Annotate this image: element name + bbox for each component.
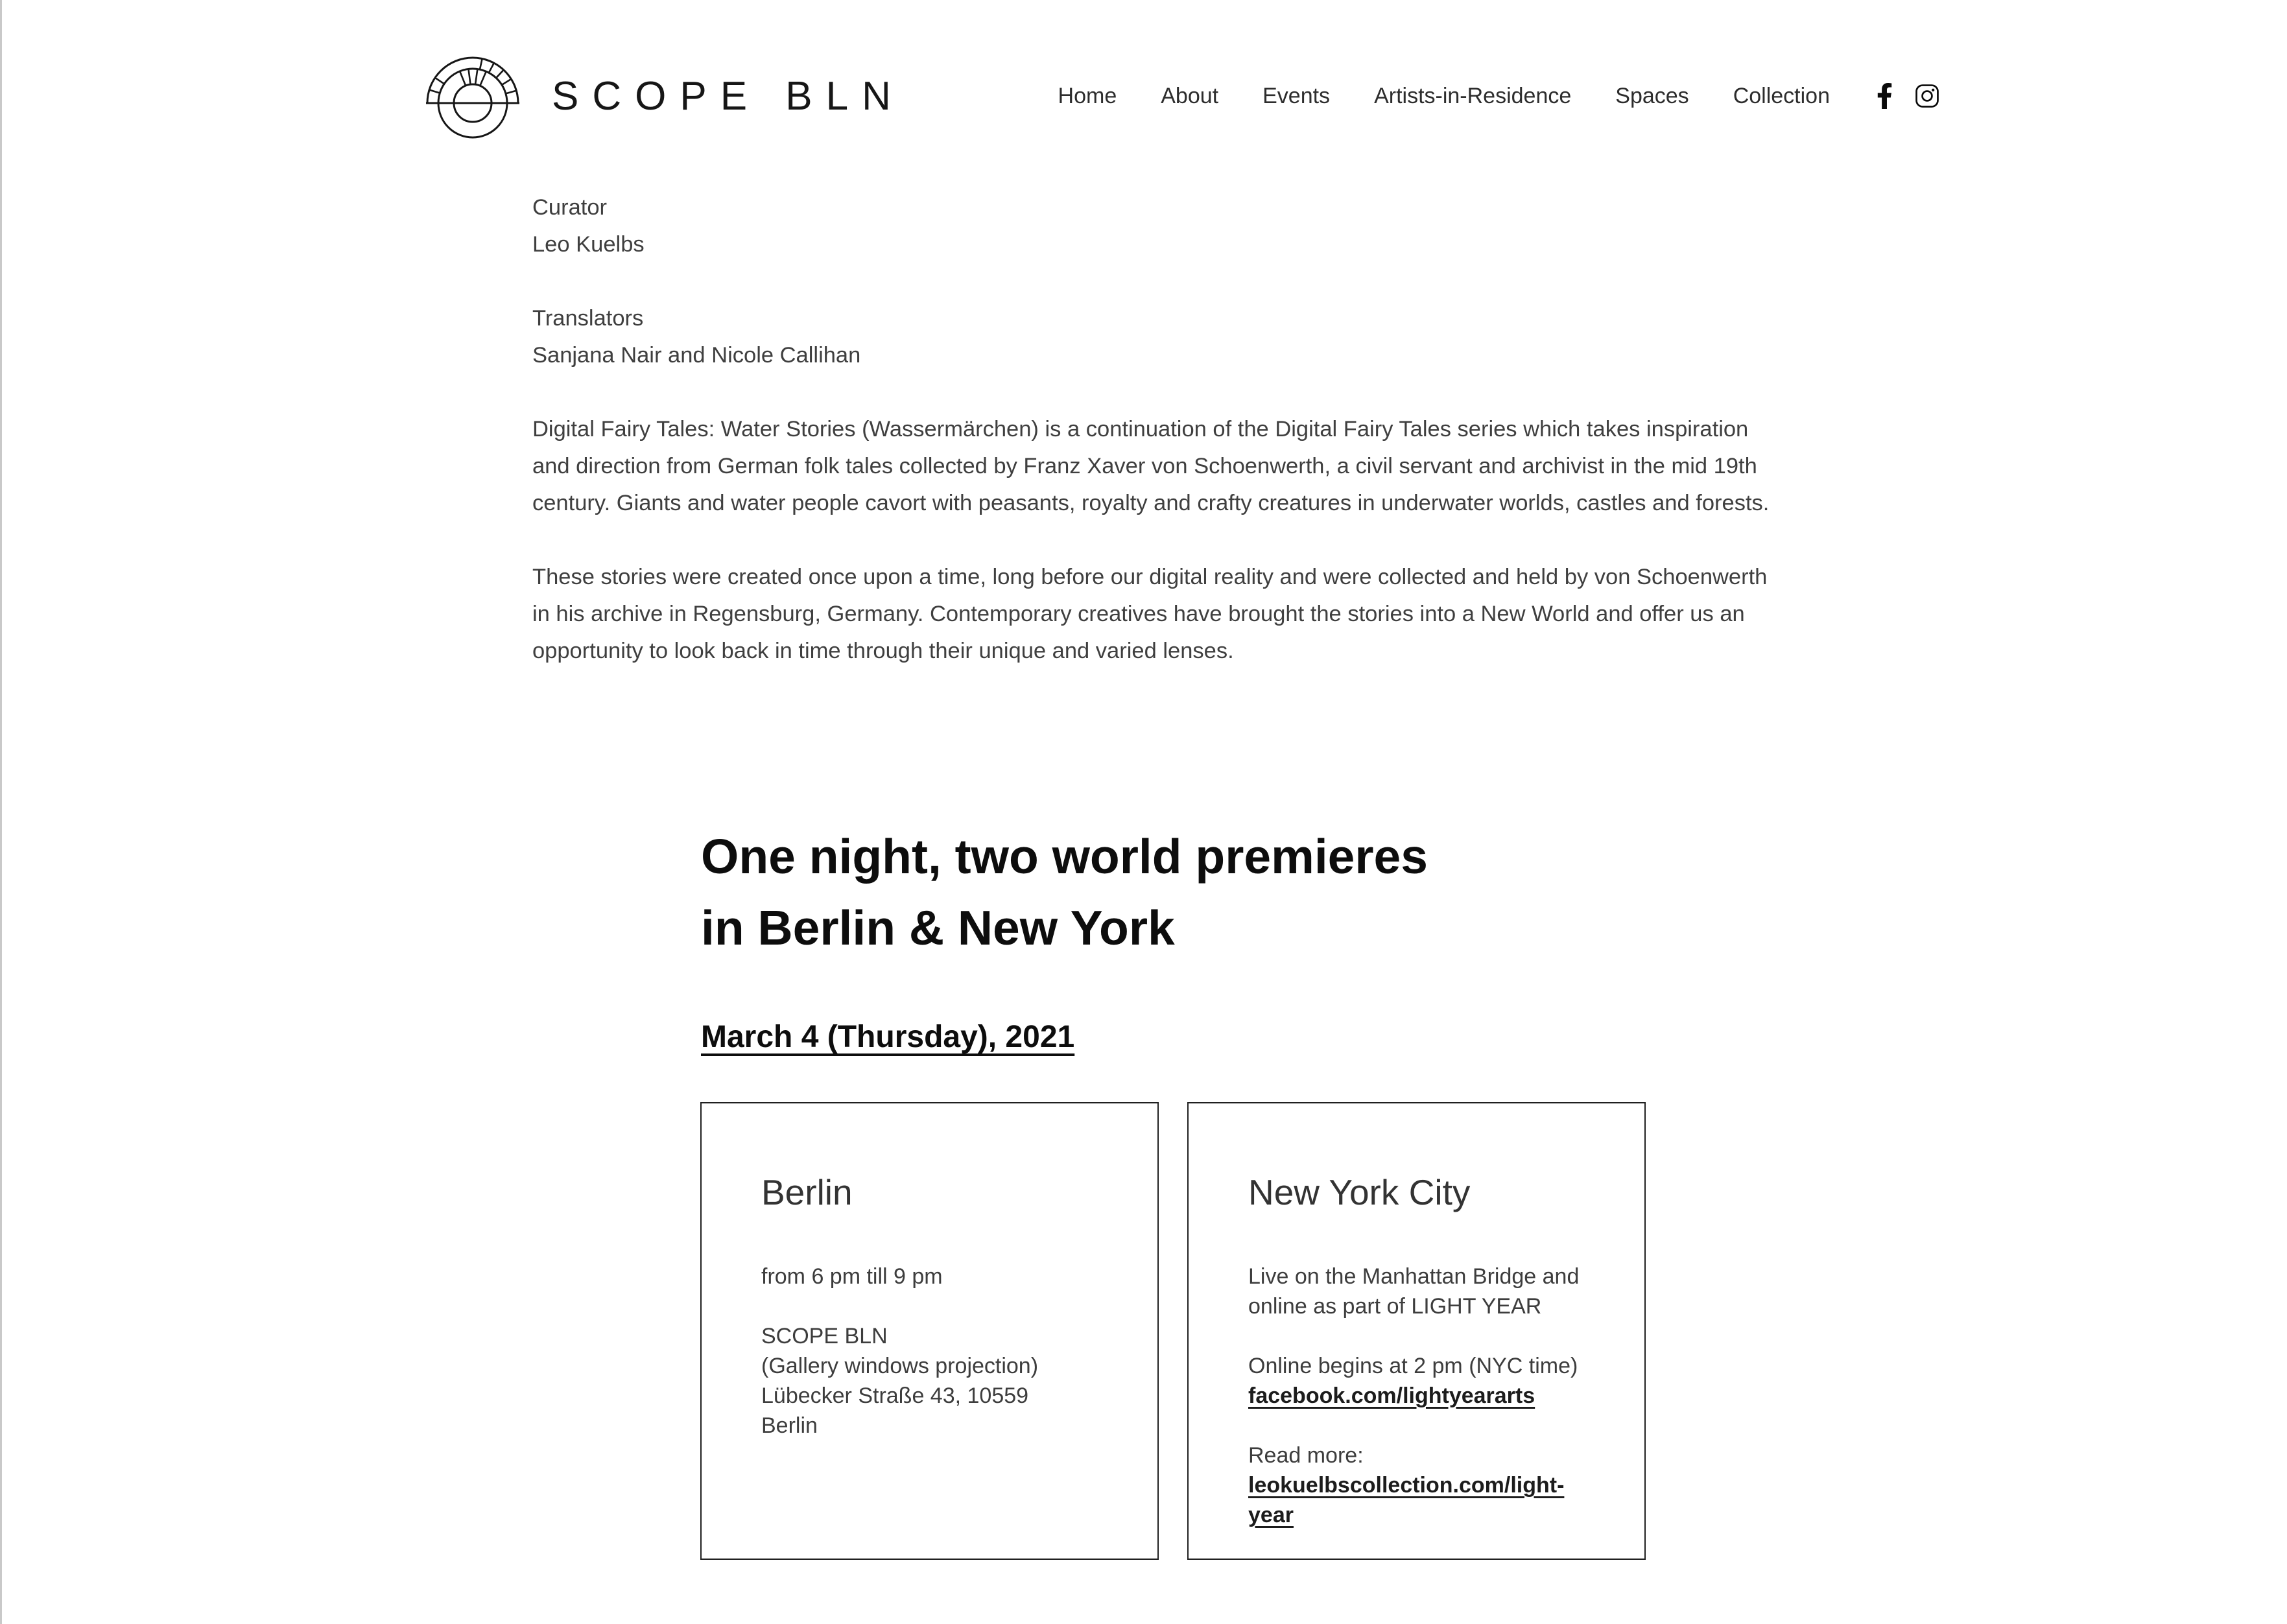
curator-name: Leo Kuelbs (532, 232, 645, 257)
nyc-readmore-label: Read more: (1248, 1443, 1364, 1468)
nyc-card (1187, 1102, 1646, 1560)
translators-credit (532, 300, 1774, 374)
nav-item-home[interactable]: Home (1058, 83, 1117, 108)
nyc-online-label: Online begins at 2 pm (NYC time) (1248, 1354, 1578, 1378)
nyc-online-group (1248, 1351, 1589, 1411)
paragraph-1: Digital Fairy Tales: Water Stories (Wassermärchen) is a continuation of the Digital Fairy Tales series which takes inspiration and direction from German folk tales collected by Franz Xaver von Schoenwerth, a civil servant and archivist in the mid 19th century. Giants and water people cavort with peasants, royalty and crafty creatures in underwater worlds, castles and forests. (532, 417, 1770, 515)
nav-item-about[interactable]: About (1161, 83, 1219, 108)
brand-logo-link[interactable] (421, 47, 905, 145)
event-cards (700, 1102, 1646, 1560)
event-date: March 4 (Thursday), 2021 (701, 1020, 1075, 1054)
intro-text (532, 189, 1774, 707)
paragraph-2: These stories were created once upon a time, long before our digital reality and were collected and held by von Schoenwerth in his archive in Regensburg, Germany. Contemporary creatives have brought the stories into a New World and offer us an opportunity to look back in time through their unique and varied lenses. (532, 565, 1768, 663)
berlin-card (700, 1102, 1159, 1560)
translators-label: Translators (532, 306, 644, 331)
read-more-link[interactable]: leokuelbscollection.com/light-year (1248, 1473, 1565, 1527)
nav-item-collection[interactable]: Collection (1733, 83, 1830, 108)
facebook-event-link[interactable]: facebook.com/lightyeararts (1248, 1383, 1535, 1408)
berlin-venue-line: SCOPE BLN (761, 1324, 888, 1348)
berlin-card-title: Berlin (761, 1172, 853, 1212)
berlin-venue (761, 1321, 1102, 1441)
event-headline (701, 821, 1428, 963)
site-header (421, 47, 1939, 145)
berlin-time: from 6 pm till 9 pm (761, 1264, 943, 1289)
nyc-card-title: New York City (1248, 1172, 1471, 1212)
arch-sun-logo-icon (421, 47, 525, 145)
berlin-venue-line: Berlin (761, 1413, 818, 1438)
curator-credit (532, 189, 1774, 263)
berlin-venue-line: (Gallery windows projection) (761, 1354, 1039, 1378)
nav-item-artists-in-residence[interactable]: Artists-in-Residence (1374, 83, 1572, 108)
facebook-icon[interactable] (1877, 82, 1893, 110)
event-headline-line2: in Berlin & New York (701, 900, 1175, 955)
nyc-description: Live on the Manhattan Bridge and online as part of LIGHT YEAR (1248, 1264, 1580, 1319)
curator-label: Curator (532, 195, 608, 220)
nyc-readmore-group (1248, 1441, 1589, 1530)
nav-item-events[interactable]: Events (1262, 83, 1331, 108)
nav-item-spaces[interactable]: Spaces (1615, 83, 1689, 108)
main-nav (1058, 84, 1830, 109)
translators-names: Sanjana Nair and Nicole Callihan (532, 343, 861, 368)
social-links (1877, 82, 1939, 110)
instagram-icon[interactable] (1915, 84, 1939, 108)
event-headline-line1: One night, two world premieres (701, 829, 1428, 884)
berlin-venue-line: Lübecker Straße 43, 10559 (761, 1383, 1029, 1408)
brand-name: SCOPE BLN (552, 73, 905, 119)
